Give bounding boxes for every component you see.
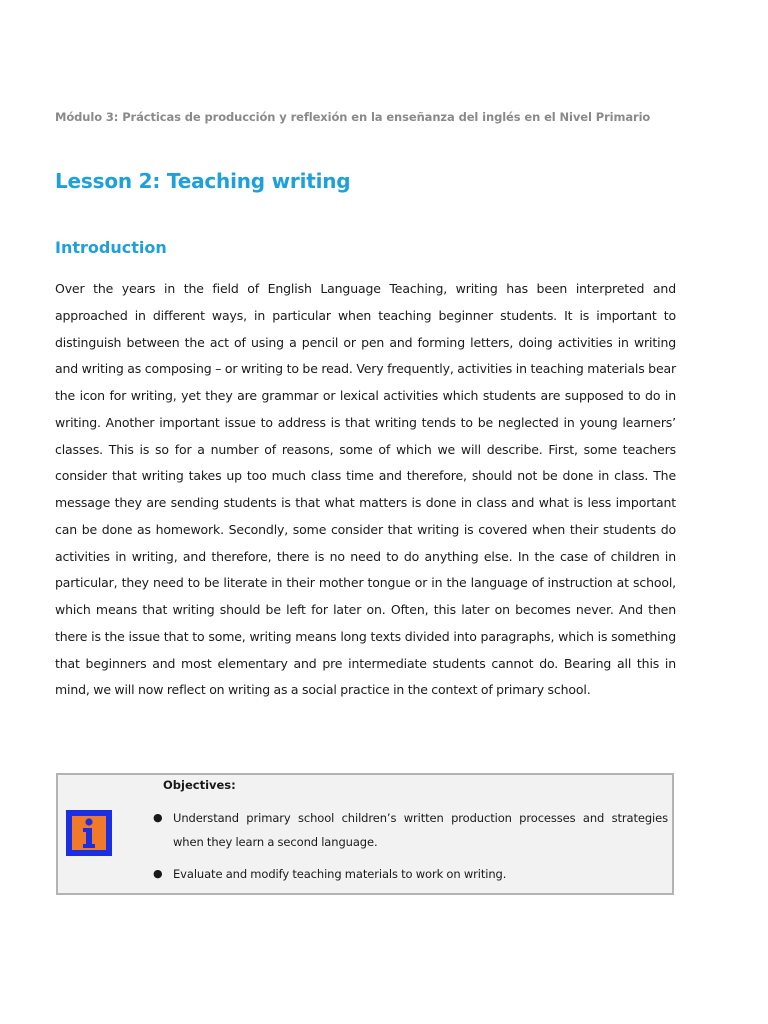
objectives-list <box>153 806 668 894</box>
objective-item <box>153 806 668 854</box>
bullet-icon: ● <box>153 867 163 880</box>
objective-text: Evaluate and modify teaching materials to work on writing. <box>173 867 507 881</box>
objective-item <box>153 862 668 886</box>
objectives-heading: Objectives: <box>163 778 236 792</box>
objectives-box <box>56 773 674 895</box>
lesson-title: Lesson 2: Teaching writing <box>55 169 351 193</box>
module-header: Módulo 3: Prácticas de producción y reflexión en la enseñanza del inglés en el Nivel Primario <box>55 110 651 124</box>
introduction-heading: Introduction <box>55 238 167 257</box>
objective-text: Understand primary school children’s written production processes and strategies when they learn a second language. <box>173 811 668 849</box>
info-icon <box>64 808 114 858</box>
bullet-icon: ● <box>153 811 163 824</box>
introduction-paragraph: Over the years in the field of English Language Teaching, writing has been interpreted and approached in different ways, in particular when teaching beginner students. It is important to distinguish between the act of using a pencil or pen and forming letters, doing activities in writing and writing as composing – or writing to be read. Very frequently, activities in teaching materials bear the icon for writing, yet they are grammar or lexical activities which students are supposed to do in writing. Another important issue to address is that writing tends to be neglected in young learners’ classes. This is so for a number of reasons, some of which we will describe. First, some teachers consider that writing takes up too much class time and therefore, should not be done in class. The message they are sending students is that what matters is done in class and what is less important can be done as homework. Secondly, some consider that writing is covered when their students do activities in writing, and therefore, there is no need to do anything else. In the case of children in particular, they need to be literate in their mother tongue or in the language of instruction at school, which means that writing should be left for later on. Often, this later on becomes never. And then there is the issue that to some, writing means long texts divided into paragraphs, which is something that beginners and most elementary and pre intermediate students cannot do. Bearing all this in mind, we will now reflect on writing as a social practice in the context of primary school. <box>55 281 676 698</box>
